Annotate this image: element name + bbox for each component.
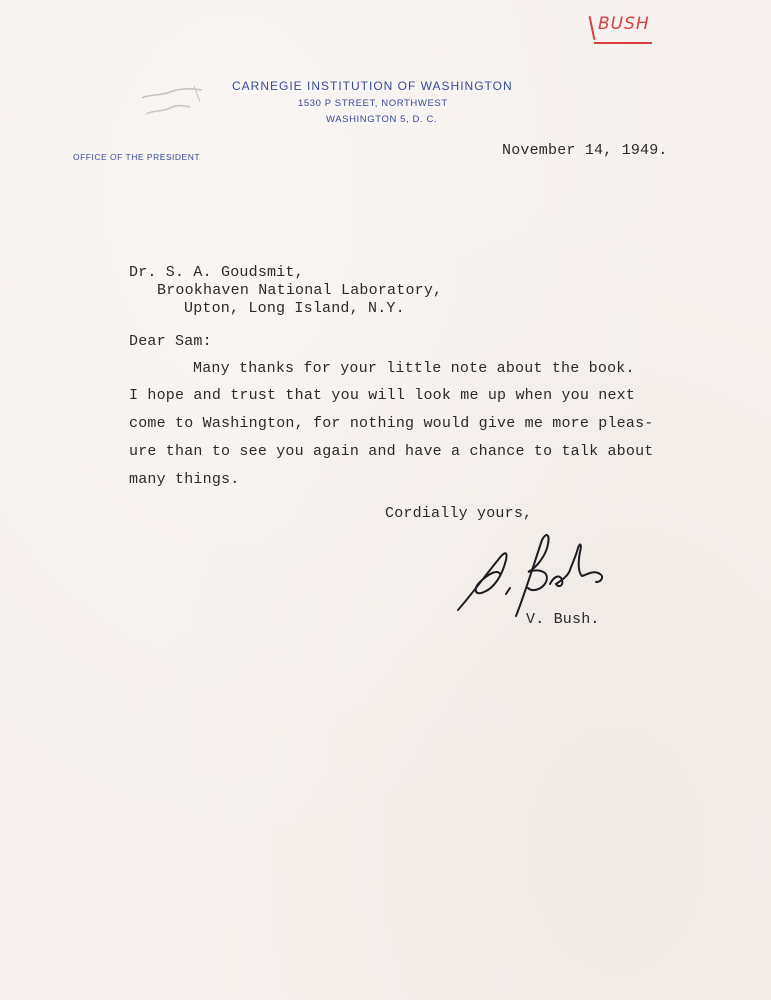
- letterhead-city: WASHINGTON 5, D. C.: [326, 114, 438, 125]
- recipient-name: Dr. S. A. Goudsmit,: [129, 264, 304, 281]
- body-line: I hope and trust that you will look me up when you next: [129, 387, 636, 404]
- recipient-place: Upton, Long Island, N.Y.: [184, 300, 405, 317]
- letterhead-street: 1530 P STREET, NORTHWEST: [298, 98, 448, 109]
- body-line: many things.: [129, 471, 240, 488]
- salutation: Dear Sam:: [129, 333, 212, 350]
- closing: Cordially yours,: [385, 505, 533, 522]
- letterhead-office: OFFICE OF THE PRESIDENT: [73, 152, 201, 162]
- archive-mark-tick: [589, 16, 596, 40]
- recipient-organization: Brookhaven National Laboratory,: [157, 282, 443, 299]
- body-line: Many thanks for your little note about the book.: [193, 360, 635, 377]
- archive-mark-underline: [594, 42, 652, 44]
- letter-date: November 14, 1949.: [502, 142, 668, 159]
- handwritten-signature: [454, 530, 614, 620]
- letterhead-institution: CARNEGIE INSTITUTION OF WASHINGTON: [232, 79, 513, 93]
- signature-name: V. Bush.: [526, 611, 600, 628]
- archive-mark-text: BUSH: [598, 14, 650, 34]
- archive-mark: [594, 12, 652, 42]
- pencil-notation: [140, 80, 220, 130]
- body-line: come to Washington, for nothing would give me more pleas-: [129, 415, 654, 432]
- body-line: ure than to see you again and have a chance to talk about: [129, 443, 654, 460]
